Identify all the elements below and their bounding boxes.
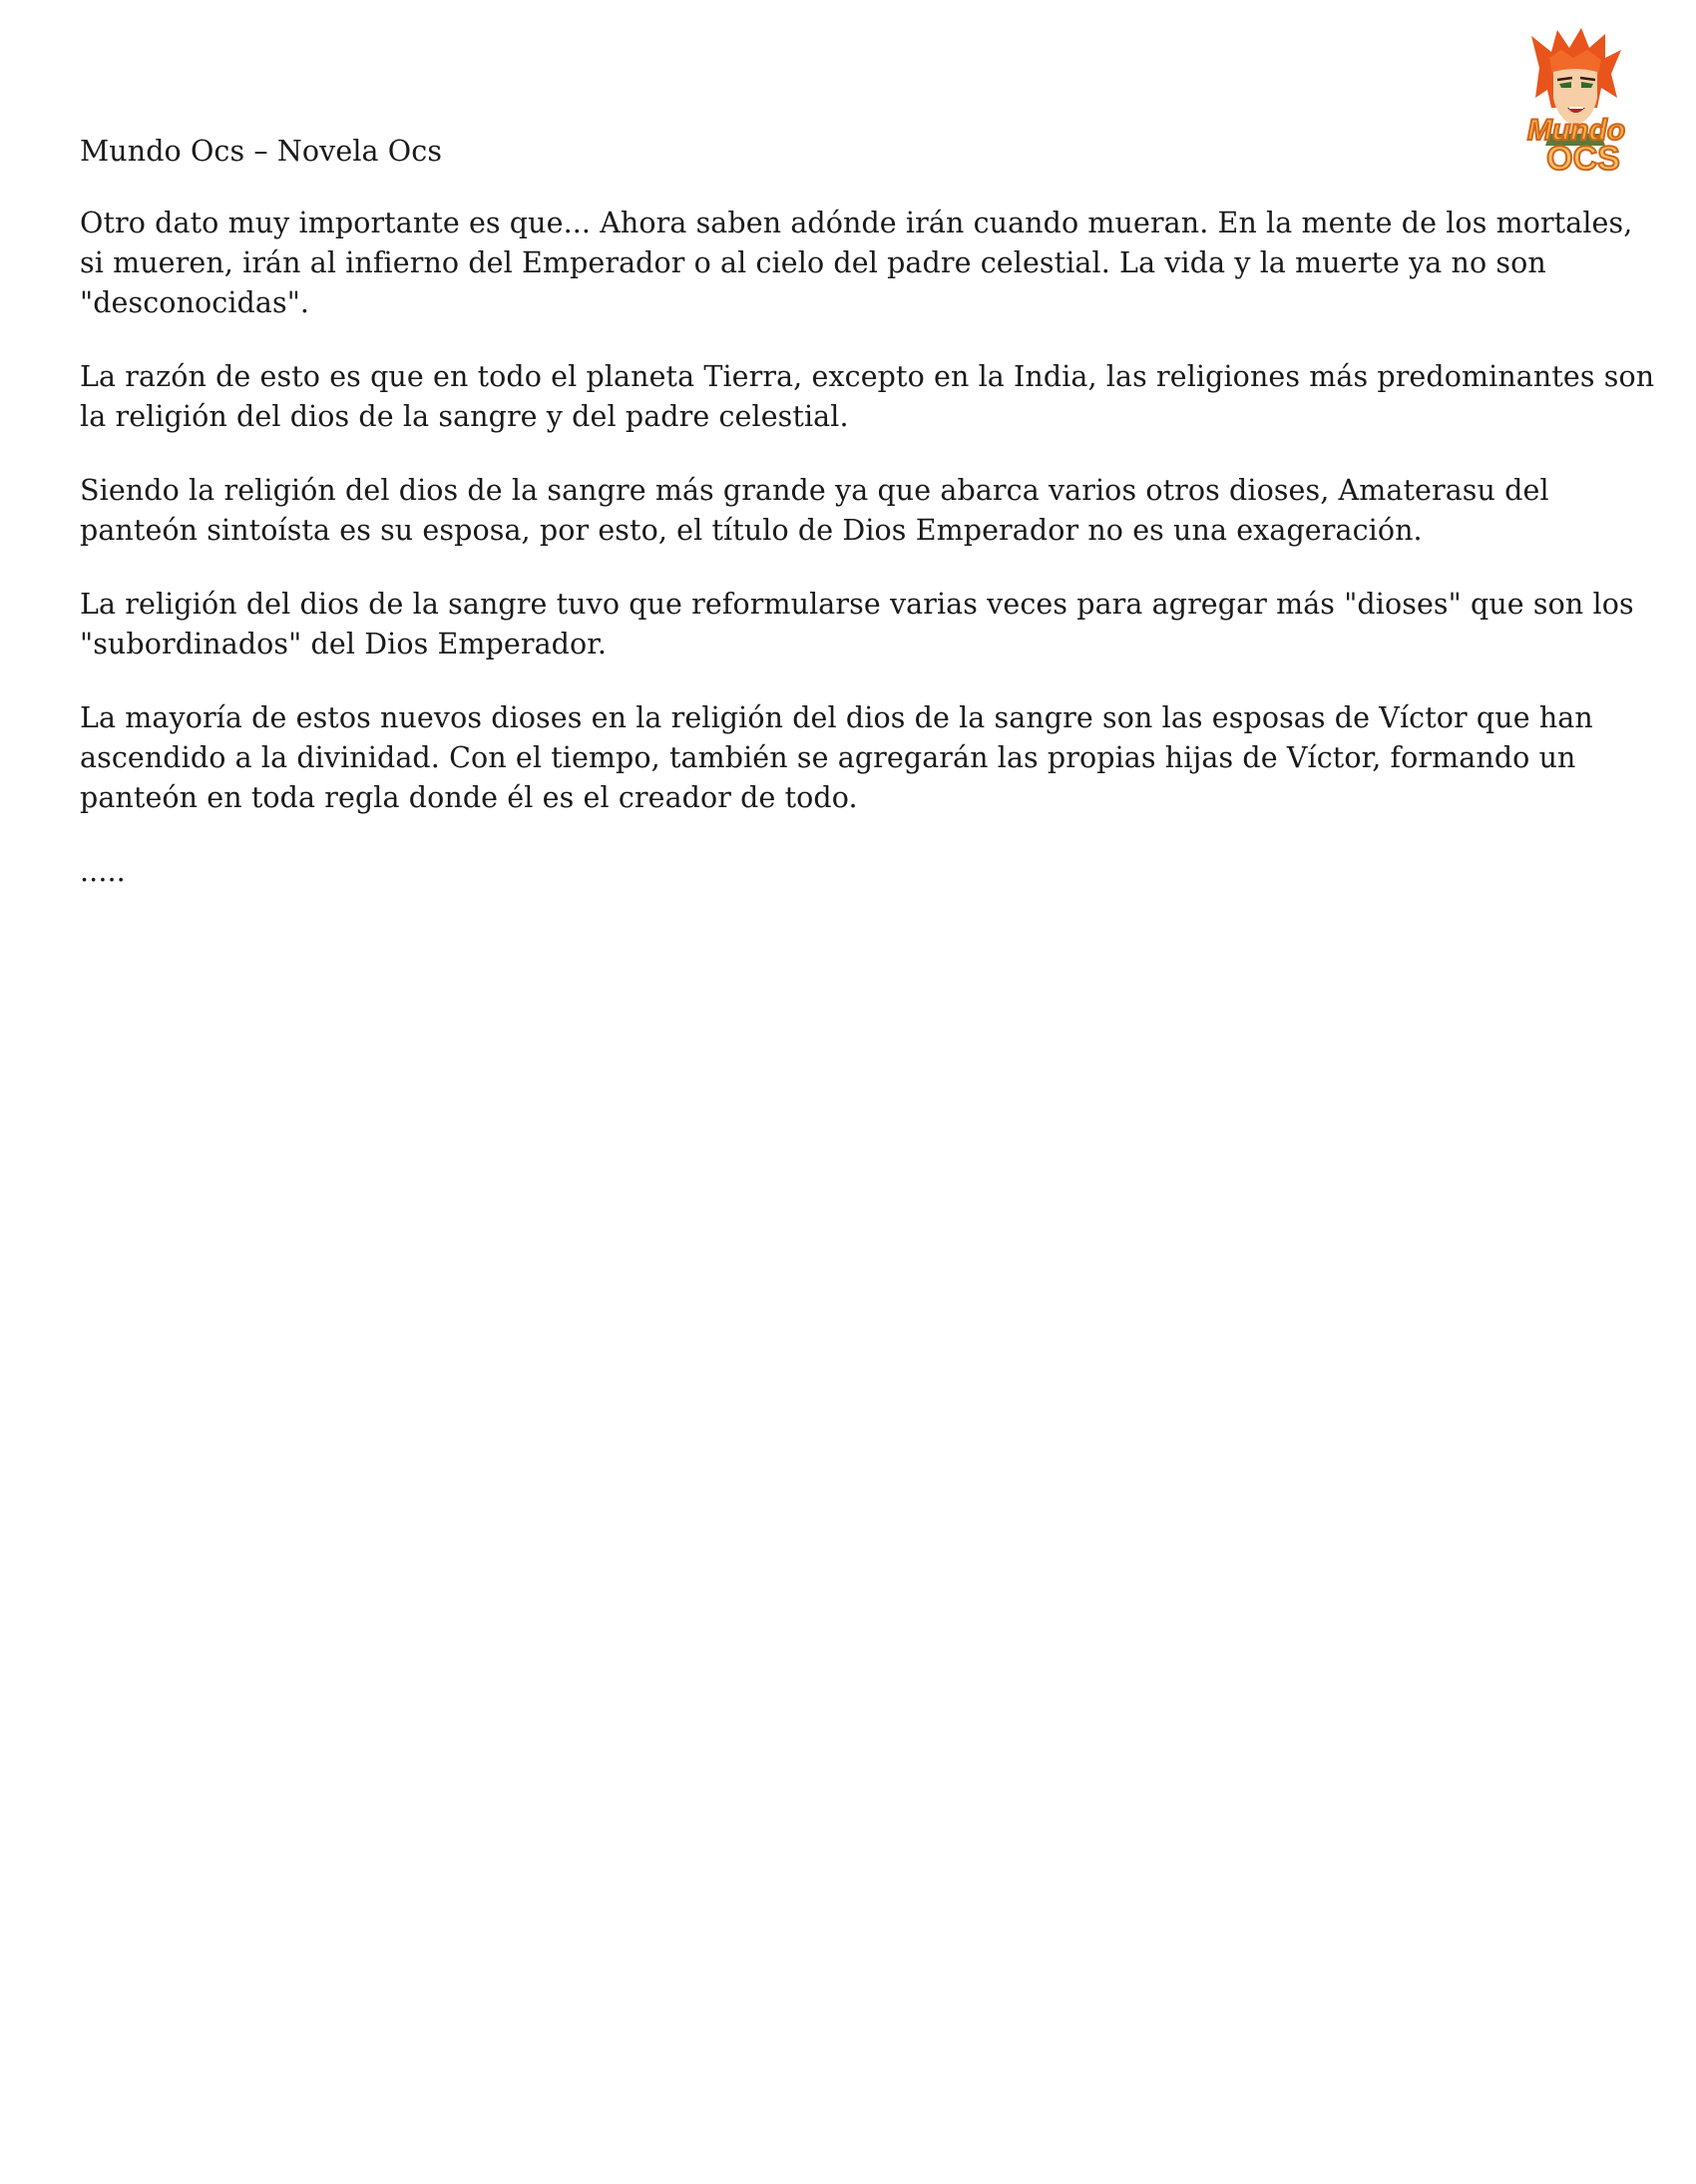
paragraph: Siendo la religión del dios de la sangre más grande ya que abarca varios otros dioses, Amaterasu del panteón sintoísta es su esposa, por esto, el título de Dios Emperador no es una exageración. bbox=[80, 474, 1549, 547]
paragraph: La religión del dios de la sangre tuvo que reformularse varias veces para agregar más "dioses" que son los "subordinados" del Dios Emperador. bbox=[80, 588, 1634, 660]
document-body bbox=[80, 132, 1656, 926]
document-header: Mundo Ocs – Novela Ocs bbox=[80, 135, 443, 168]
svg-text:OCS: OCS bbox=[1546, 140, 1620, 176]
paragraph: Otro dato muy importante es que... Ahora saben adónde irán cuando mueran. En la mente de los mortales, si mueren, irán al infierno del Emperador o al cielo del padre celestial. La vida y la muerte ya no son "desconocidas". bbox=[80, 207, 1633, 319]
paragraph: La mayoría de estos nuevos dioses en la religión del dios de la sangre son las esposas de Víctor que han ascendido a la divinidad. Con el tiempo, también se agregarán las propias hijas de Víctor, formando un panteón en toda regla donde él es el creador de todo. bbox=[80, 701, 1593, 814]
ellipsis-paragraph: ..... bbox=[80, 855, 126, 888]
paragraph: La razón de esto es que en todo el planeta Tierra, excepto en la India, las religiones más predominantes son la religión del dios de la sangre y del padre celestial. bbox=[80, 360, 1655, 433]
svg-text:Mundo: Mundo bbox=[1526, 114, 1626, 147]
